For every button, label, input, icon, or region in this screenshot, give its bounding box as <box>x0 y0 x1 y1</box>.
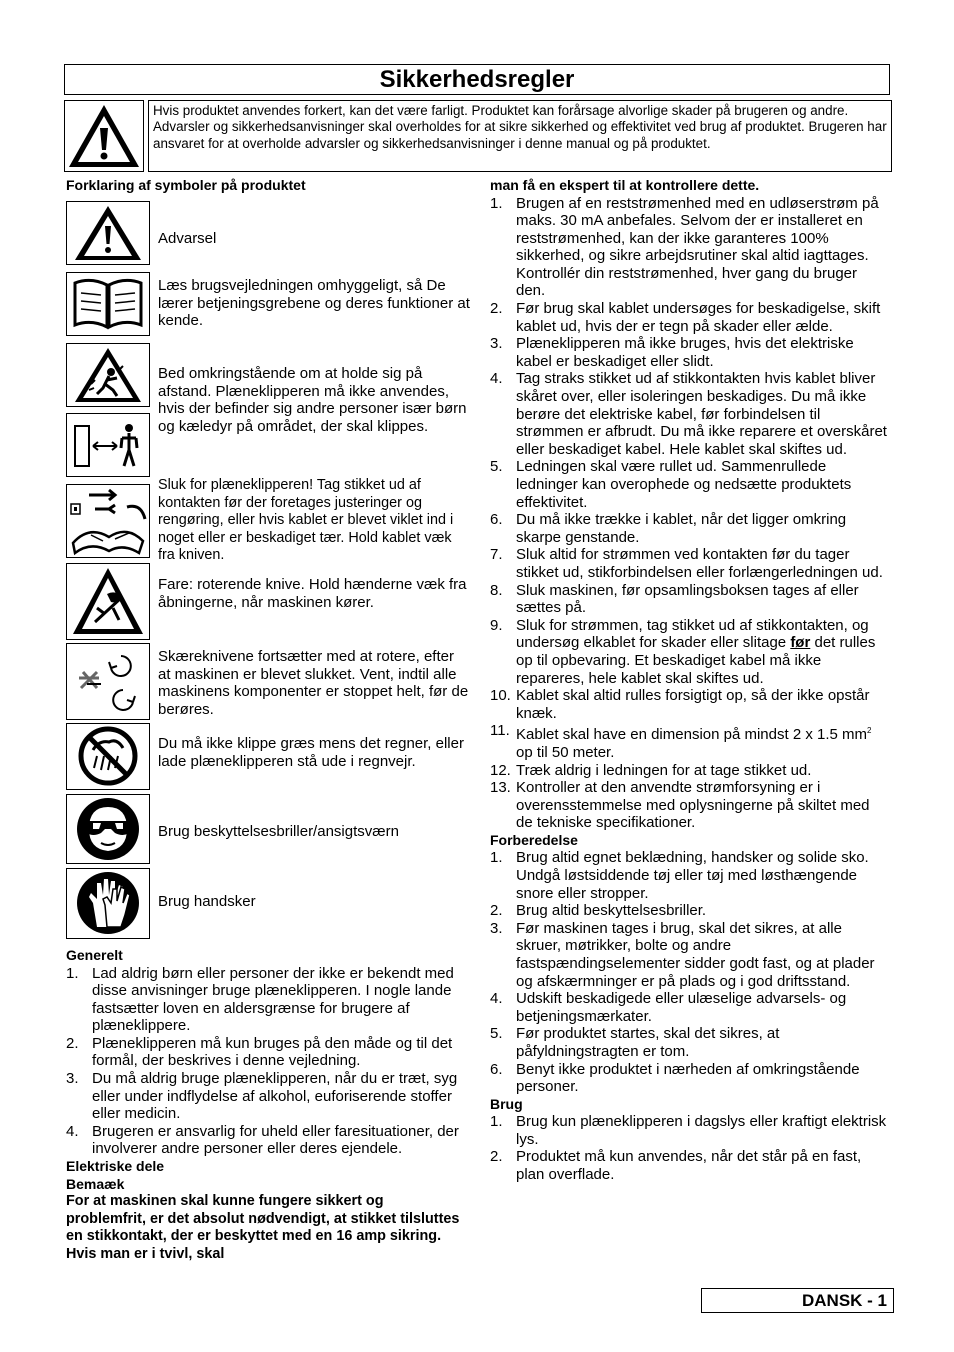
emphasis-text: før <box>790 634 811 652</box>
list-item: 4. Brugeren er ansvarlig for uheld eller faresituationer, der involverer andre personer eller deres ejendele. <box>66 1122 459 1158</box>
general-heading: Generelt <box>66 947 123 963</box>
warning-triangle-icon <box>66 201 150 265</box>
electrical-note: For at maskinen skal kunne fungere sikkert og problemfrit, er det absolut nødvendigt, at stikket tilsluttes en stikkontakt, der er beskyttet med en 16 amp sikring. Hvis man er i tvivl, skal <box>66 1193 460 1262</box>
list-item: 5. Før produktet startes, skal det sikres, at påfyldningstragten er tom. <box>490 1025 780 1060</box>
page-number: DANSK - 1 <box>701 1288 894 1313</box>
list-item: 10. Kablet skal altid rulles forsigtigt op, så der ikke opstår knæk. <box>490 687 870 722</box>
list-item: 13. Kontroller at den anvendte strømforsyning er i overensstemmelse med oplysningerne på skiltet med de tekniske specifikationer. <box>490 779 870 832</box>
electrical-list <box>490 195 890 832</box>
unplug-icon <box>66 484 150 558</box>
list-item: 9. Sluk for strømmen, tag stikket ud af stikkontakten, og undersøg elkablet for skader eller slitage før det rulles op til opbevaring. Et beskadiget kabel må ikke repareres, hele kablet skal skiftes ud. <box>490 616 876 687</box>
list-item: 1. Brug kun plæneklipperen i dagslys eller kraftigt elektrisk lys. <box>490 1113 887 1148</box>
blades-rotate-after-stop-icon <box>66 643 150 720</box>
symbol-text: Sluk for plæneklipperen! Tag stikket ud af kontakten før der foretages justeringer og rengøring, eller hvis kablet er blevet viklet ind i noget eller er beskadiget tær. Hold kablet væk fra kniven. <box>158 477 454 564</box>
list-item: 1. Lad aldrig børn eller personer der ikke er bekendt med disse anvisninger bruge plæneklipperen. I nogle lande fastsætter loven en aldersgrænse for brugere af plæneklippere. <box>66 964 454 1035</box>
symbol-text: Du må ikke klippe græs mens det regner, eller lade plæneklipperen stå ude i regnvejr. <box>158 735 464 770</box>
right-column <box>490 177 890 1184</box>
list-item: 2. Før brug skal kablet undersøges for beskadigelse, skift kablet ud, hvis der er tegn på skader eller ælde. <box>490 300 881 335</box>
intro-text: Hvis produktet anvendes forkert, kan det være farligt. Produktet kan forårsage alvorlige skader på brugeren og andre. Advarsler og sikkerhedsanvisninger skal overholdes for at sikre sikkerhed og effektivitet ved brug af produktet. Brugeren har ansvaret for at overholde advarsler og sikkerhedsanvisninger i denne manual og på produktet. <box>148 100 892 172</box>
list-item: 2. Plæneklipperen må kun bruges på den måde og til det formål, der beskrives i denne vejledning. <box>66 1034 453 1070</box>
list-item: 1. Brugen af en reststrømenhed med en udløserstrøm på maks. 30 mA anbefales. Selvom der er installeret en reststrømenhed, kan der ikke garanteres 100% sikkerhed, og sikre arbejdsrutiner skal altid iagttages. Kontrollér din reststrømenhed, hver gang du bruger den. <box>490 194 879 300</box>
intro-warning <box>64 100 892 172</box>
symbol-text: Læs brugsvejledningen omhyggeligt, så De lærer betjeningsgrebene og deres funktioner at kende. <box>158 277 470 330</box>
page-title: Sikkerhedsregler <box>64 64 890 95</box>
symbol-text: Fare: roterende knive. Hold hænderne væk fra åbningerne, når maskinen kører. <box>158 576 467 611</box>
eye-protection-icon <box>66 794 150 864</box>
preparation-heading: Forberedelse <box>490 831 578 848</box>
list-item: 3. Du må aldrig bruge plæneklipperen, når du er træt, syg eller under indflydelse af alkohol, euforiserende stoffer eller medicin. <box>66 1070 458 1123</box>
use-heading: Brug <box>490 1095 523 1112</box>
list-item: 6. Benyt ikke produktet i nærheden af omkringstående personer. <box>490 1060 860 1096</box>
list-item: 7. Sluk altid for strømmen ved kontakten før du tager stikket ud, stikforbindelsen eller forlængerledningen ud. <box>490 546 883 581</box>
general-section <box>66 947 466 1263</box>
list-item: 6. Du må ikke trække i kablet, når det ligger omkring skarpe genstande. <box>490 511 847 546</box>
bystanders-distance-icon <box>66 413 150 477</box>
list-item: 4. Udskift beskadigede eller ulæselige advarsels- og betjeningsmærkater. <box>490 990 847 1025</box>
gloves-icon <box>66 868 150 939</box>
rotating-blade-hand-icon <box>66 563 150 640</box>
preparation-list <box>490 849 890 1095</box>
use-list <box>490 1113 890 1183</box>
electrical-note-continued: man få en ekspert til at kontrollere dette. <box>490 177 760 193</box>
list-item: 2. Brug altid beskyttelsesbriller. <box>490 902 707 920</box>
symbols-heading: Forklaring af symboler på produktet <box>66 177 306 193</box>
no-rain-icon <box>66 723 150 790</box>
list-item: 4. Tag straks stikket ud af stikkontakten hvis kablet bliver skåret over, eller isoleringen beskadiges. Du må ikke berøre det elektriske kabel, før forbindelsen til strømmen er afbrudt. Du må ikke reparere et overskåret eller beskadiget kabel. Hele kablet skal skiftes ud. <box>490 370 887 458</box>
thrown-objects-triangle-icon <box>66 343 150 407</box>
list-item: 3. Før maskinen tages i brug, skal det sikres, at alle skruer, møtrikker, bolte og andre fastspændingselementer sidder godt fast, og at plader og afskærmninger er på plads og i god driftsstand. <box>490 919 875 990</box>
symbol-text: Brug beskyttelsesbriller/ansigtsværn <box>158 823 399 840</box>
electrical-note-heading: Bemaæk <box>66 1175 125 1192</box>
symbol-text: Brug handsker <box>158 893 256 910</box>
list-item: 2. Produktet må kun anvendes, når det står på en fast, plan overflade. <box>490 1148 862 1183</box>
symbol-text: Advarsel <box>158 230 217 247</box>
list-item: 5. Ledningen skal være rullet ud. Sammenrullede ledninger kan overophede og nedsætte produktets effektivitet. <box>490 458 852 511</box>
general-list <box>66 965 466 1159</box>
read-manual-icon <box>66 272 150 336</box>
list-item: 8. Sluk maskinen, før opsamlingsboksen tages af eller sættes på. <box>490 581 859 617</box>
list-item: 12. Træk aldrig i ledningen for at tage stikket ud. <box>490 761 812 779</box>
list-item: 1. Brug altid egnet beklædning, handsker og solide sko. Undgå løstsiddende tøj eller tøj med løsthængende snore eller stropper. <box>490 849 869 902</box>
symbol-text: Bed omkringstående om at holde sig på afstand. Plæneklipperen må ikke anvendes, hvis der befinder sig andre personer især børn og kæledyr på området, der skal klippes. <box>158 365 467 435</box>
warning-triangle-icon <box>64 100 144 172</box>
list-item: 3. Plæneklipperen må ikke bruges, hvis det elektriske kabel er beskadiget eller slidt. <box>490 335 854 370</box>
electrical-heading: Elektriske dele <box>66 1158 165 1175</box>
symbol-text: Skæreknivene fortsætter med at rotere, efter at maskinen er blevet slukket. Vent, indtil alle maskinens komponenter er stoppet helt, før de berøres. <box>158 648 469 718</box>
list-item: 11. Kablet skal have en dimension på mindst 2 x 1.5 $mm^2$ op til 50 meter. <box>490 722 872 761</box>
